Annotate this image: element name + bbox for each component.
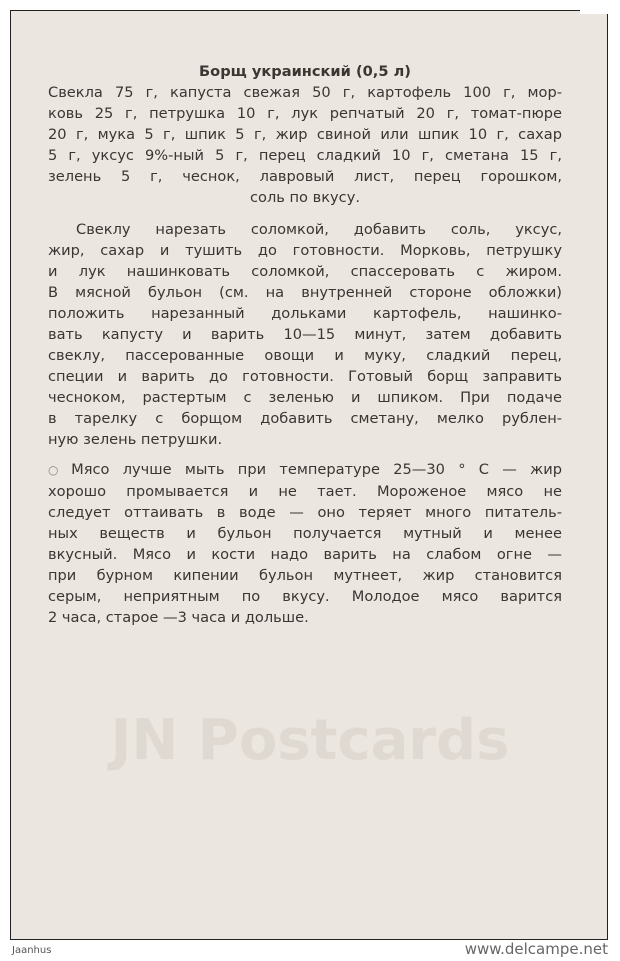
method-line: в тарелку с борщом добавить сметану, мелко рублен-	[48, 410, 562, 427]
method-line: ную зелень петрушки.	[48, 431, 223, 448]
method-line: чесноком, растертым с зеленью и шпиком. При подаче	[48, 389, 562, 406]
tip	[48, 459, 562, 628]
recipe-title: Борщ украинский (0,5 л)	[199, 63, 411, 80]
method-line: вать капусту и варить 10—15 минут, затем добавить	[48, 326, 562, 343]
card-edge-notch	[580, 10, 608, 14]
method-line: положить нарезанный дольками картофель, нашинко-	[48, 305, 562, 322]
tip-line: при бурном кипении бульон мутнеет, жир становится	[48, 567, 562, 584]
method-line: жир, сахар и тушить до готовности. Морковь, петрушку	[48, 242, 562, 259]
tip-line: 2 часа, старое —3 часа и дольше.	[48, 609, 309, 626]
tip-line-text: Мясо лучше мыть при температуре 25—30 ° С — жир	[71, 461, 562, 478]
ingredients-line: 20 г, мука 5 г, шпик 5 г, жир свиной или шпик 10 г, сахар	[48, 126, 562, 143]
tip-line: ных веществ и бульон получается мутный и менее	[48, 525, 562, 542]
ingredients	[48, 82, 562, 208]
watermark: JN Postcards	[110, 708, 510, 773]
tip-line: вкусный. Мясо и кости надо варить на слабом огне —	[48, 546, 562, 563]
method-line: В мясной бульон (см. на внутренней стороне обложки)	[48, 284, 562, 301]
tip-line: хорошо промывается и не тает. Мороженое мясо не	[48, 483, 562, 500]
tip-line: следует оттаивать в воде — оно теряет много питатель-	[48, 504, 562, 521]
ingredients-line: соль по вкусу.	[250, 189, 360, 206]
method-line: свеклу, пассерованные овощи и муку, сладкий перец,	[48, 347, 562, 364]
seller-name: Jaanhus	[12, 945, 52, 956]
ingredients-line: зелень 5 г, чеснок, лавровый лист, перец горошком,	[48, 168, 562, 185]
tip-line: серым, неприятным по вкусу. Молодое мясо варится	[48, 588, 562, 605]
recipe-text	[48, 61, 562, 208]
site-link[interactable]: www.delcampe.net	[464, 940, 608, 958]
ingredients-line: ковь 25 г, петрушка 10 г, лук репчатый 20 г, томат-пюре	[48, 105, 562, 122]
method-line: и лук нашинковать соломкой, спассеровать с жиром.	[48, 263, 562, 280]
ingredients-line: 5 г, уксус 9%-ный 5 г, перец сладкий 10 г, сметана 15 г,	[48, 147, 562, 164]
ingredients-line: Свекла 75 г, капуста свежая 50 г, картофель 100 г, мор-	[48, 84, 562, 101]
tip-line	[48, 459, 562, 481]
bullet-icon: ○	[48, 463, 68, 477]
method-line: Свеклу нарезать соломкой, добавить соль, уксус,	[76, 221, 562, 238]
recipe-card	[10, 10, 608, 940]
method	[48, 219, 562, 450]
method-line: специи и варить до готовности. Готовый борщ заправить	[48, 368, 562, 385]
